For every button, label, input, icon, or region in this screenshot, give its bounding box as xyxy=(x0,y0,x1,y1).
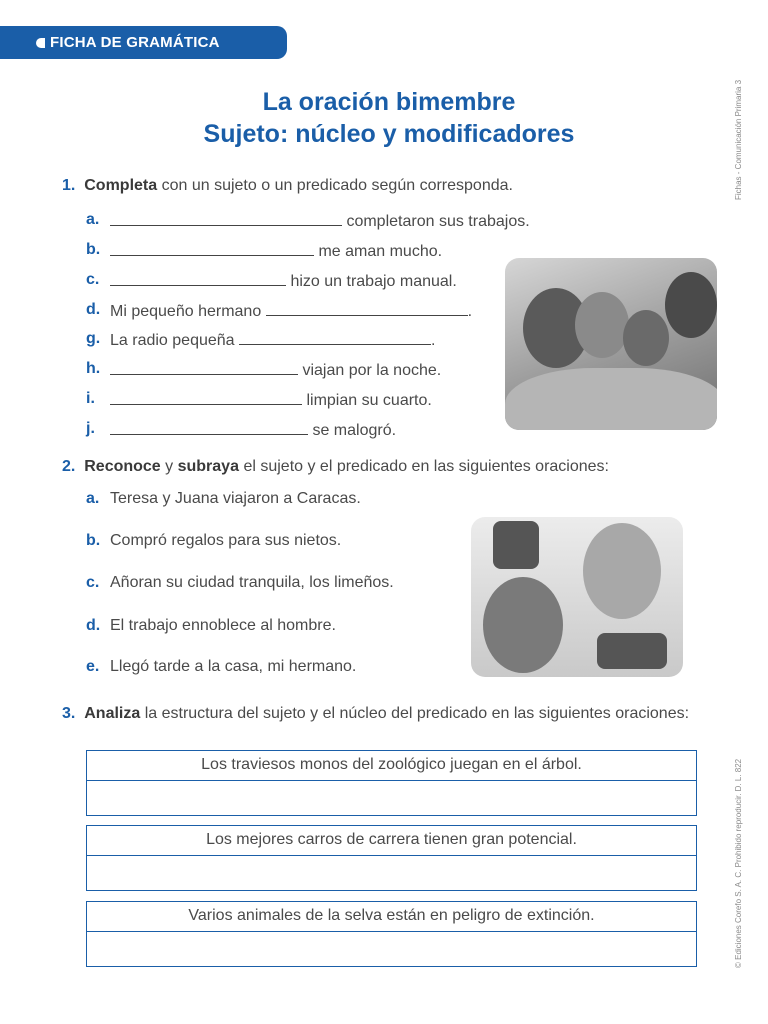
tab-label: FICHA DE GRAMÁTICA xyxy=(50,34,220,51)
exercise-verb: Completa xyxy=(84,177,158,194)
item-end: . xyxy=(467,303,473,320)
answer-blank[interactable] xyxy=(239,330,431,345)
item-letter: d. xyxy=(86,301,101,318)
children-photo xyxy=(471,517,683,677)
exercise-connector: y xyxy=(165,458,174,475)
worksheet-tab xyxy=(0,26,287,59)
list-item: Añoran su ciudad tranquila, los limeños. xyxy=(110,574,394,591)
item-letter: b. xyxy=(86,241,101,258)
tab-marker-icon xyxy=(36,38,45,48)
exercise-verb: Analiza xyxy=(84,705,141,722)
item-letter: c. xyxy=(86,271,100,288)
item-letter: a. xyxy=(86,211,100,228)
item-end: . xyxy=(431,332,436,349)
answer-blank[interactable] xyxy=(110,390,302,405)
analysis-sentence: Los mejores carros de carrera tienen gran potencial. xyxy=(87,826,696,856)
answer-blank[interactable] xyxy=(110,241,314,256)
exercise-number: 3. xyxy=(62,705,76,722)
exercise-instruction: el sujeto y el predicado en las siguientes oraciones: xyxy=(243,458,609,475)
exercise-instruction: la estructura del sujeto y el núcleo del predicado en las siguientes oraciones: xyxy=(144,705,690,722)
item-text: limpian su cuarto. xyxy=(306,392,432,409)
exercise-verb: subraya xyxy=(177,458,239,475)
answer-blank[interactable] xyxy=(266,301,468,316)
analysis-box xyxy=(86,750,697,816)
list-item xyxy=(110,390,432,410)
side-note-bottom: © Ediciones Corefo S. A. C. Prohibido reproducir. D. L. 822 xyxy=(734,758,743,968)
list-item: Teresa y Juana viajaron a Caracas. xyxy=(110,490,361,507)
answer-blank[interactable] xyxy=(110,360,298,375)
list-item xyxy=(110,211,530,231)
item-text: me aman mucho. xyxy=(318,243,443,260)
exercise-instruction: con un sujeto o un predicado según corresponda. xyxy=(161,177,513,194)
item-text: completaron sus trabajos. xyxy=(346,213,530,230)
answer-blank[interactable] xyxy=(110,420,308,435)
exercise-1-heading xyxy=(62,177,513,195)
exercise-verb: Reconoce xyxy=(84,458,161,475)
exercise-number: 1. xyxy=(62,177,76,194)
item-letter: h. xyxy=(86,360,101,377)
item-text: Mi pequeño hermano xyxy=(110,303,262,320)
exercise-3-heading xyxy=(62,702,717,725)
item-letter: g. xyxy=(86,330,101,347)
analysis-answer-area[interactable] xyxy=(87,781,696,815)
answer-blank[interactable] xyxy=(110,211,342,226)
item-letter: a. xyxy=(86,490,100,507)
item-text: La radio pequeña xyxy=(110,332,235,349)
analysis-answer-area[interactable] xyxy=(87,856,696,890)
list-item xyxy=(110,360,441,380)
list-item xyxy=(110,301,472,321)
page-subtitle: Sujeto: núcleo y modificadores xyxy=(203,120,575,148)
answer-blank[interactable] xyxy=(110,271,286,286)
analysis-sentence: Varios animales de la selva están en peligro de extinción. xyxy=(87,902,696,932)
analysis-box xyxy=(86,825,697,891)
side-note-top: Fichas - Comunicación Primaria 3 xyxy=(734,79,743,200)
exercise-number: 2. xyxy=(62,458,76,475)
item-letter: e. xyxy=(86,658,100,675)
family-photo xyxy=(505,258,717,430)
list-item xyxy=(110,241,442,261)
analysis-answer-area[interactable] xyxy=(87,932,696,966)
analysis-sentence: Los traviesos monos del zoológico juegan en el árbol. xyxy=(87,751,696,781)
list-item xyxy=(110,420,396,440)
list-item xyxy=(110,330,435,350)
page-title: La oración bimembre xyxy=(262,88,516,116)
item-letter: c. xyxy=(86,574,100,591)
list-item: El trabajo ennoblece al hombre. xyxy=(110,617,336,634)
item-text: se malogró. xyxy=(312,422,397,439)
item-text: hizo un trabajo manual. xyxy=(290,273,457,290)
analysis-box xyxy=(86,901,697,967)
item-letter: b. xyxy=(86,532,101,549)
item-letter: i. xyxy=(86,390,95,407)
exercise-2-heading xyxy=(62,458,609,476)
item-letter: j. xyxy=(86,420,95,437)
item-letter: d. xyxy=(86,617,101,634)
item-text: viajan por la noche. xyxy=(302,362,442,379)
list-item xyxy=(110,271,457,291)
list-item: Compró regalos para sus nietos. xyxy=(110,532,342,549)
list-item: Llegó tarde a la casa, mi hermano. xyxy=(110,658,357,675)
